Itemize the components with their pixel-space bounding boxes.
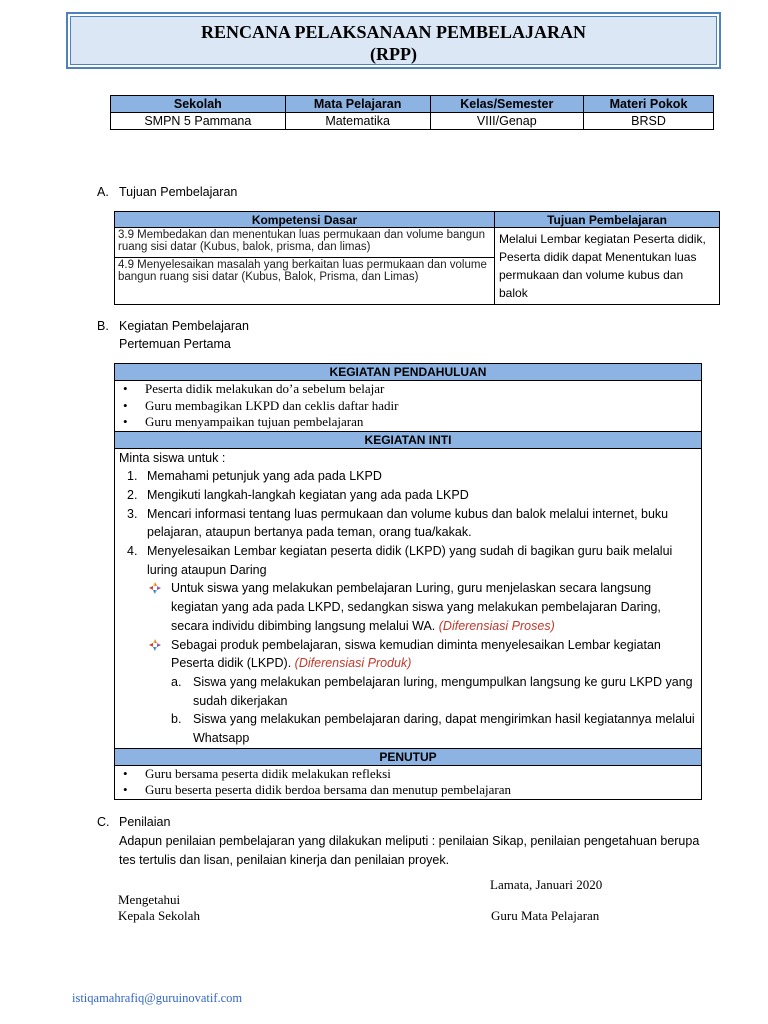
info-header-row xyxy=(111,96,714,113)
list-item: • Guru bersama peserta didik melakukan refleksi xyxy=(119,766,701,783)
document-subtitle: (RPP) xyxy=(370,44,417,64)
info-header-cell: Materi Pokok xyxy=(584,96,714,113)
item-text: Mencari informasi tentang luas permukaan dan volume kubus dan balok melalui internet, buku pelajaran, ataupun bertanya pada teman, orang tua/kakak. xyxy=(147,506,669,540)
differentiation-tag: (Diferensiasi Proses) xyxy=(438,618,555,633)
info-header-cell: Mata Pelajaran xyxy=(285,96,430,113)
list-item: • Guru membagikan LKPD dan ceklis daftar hadir xyxy=(119,398,701,415)
place-date: Lamata, Januari 2020 xyxy=(490,877,603,892)
meeting-label: Pertemuan Pertama xyxy=(119,337,231,351)
inti-header: KEGIATAN INTI xyxy=(115,431,702,448)
inti-intro: Minta siswa untuk : xyxy=(119,450,226,465)
list-item xyxy=(119,486,697,505)
section-title: Penilaian xyxy=(119,815,171,829)
sub-item-text: Sebagai produk pembelajaran, siswa kemudian diminta menyelesaikan Lembar kegiatan Peserta didik (LKPD). xyxy=(171,637,661,671)
penutup-header: PENUTUP xyxy=(115,748,702,765)
info-table xyxy=(110,95,714,130)
competency-table xyxy=(114,211,720,305)
tujuan-cell: Melalui Lembar kegiatan Peserta didik, Peserta didik dapat Menentukan luas permukaan dan volume kubus dan balok xyxy=(495,228,720,305)
kd-cell-2: 4.9 Menyelesaikan masalah yang berkaitan luas permukaan dan volume bangun ruang sisi datar (Kubus, Balok, Prisma, dan Limas) xyxy=(115,257,495,304)
list-item xyxy=(119,467,697,486)
tp-header: Tujuan Pembelajaran xyxy=(495,212,720,228)
section-title: Tujuan Pembelajaran xyxy=(119,185,238,199)
pendahuluan-header: KEGIATAN PENDAHULUAN xyxy=(115,364,702,381)
competency-header-row xyxy=(115,212,720,228)
item-number: 1. xyxy=(127,469,138,484)
section-label: B. xyxy=(97,319,109,333)
section-c-heading xyxy=(97,815,170,829)
list-item: • Guru beserta peserta didik berdoa bersama dan menutup pembelajaran xyxy=(119,782,701,799)
item-number: 3. xyxy=(127,506,138,521)
activities-table xyxy=(114,363,702,800)
list-item xyxy=(119,542,697,579)
kd-header: Kompetensi Dasar xyxy=(115,212,495,228)
sub-item xyxy=(119,636,697,673)
item-number: 4. xyxy=(127,544,138,559)
principal-label: Kepala Sekolah xyxy=(118,908,200,923)
item-text: Siswa yang melakukan pembelajaran luring, mengumpulkan langsung ke guru LKPD yang sudah dikerjakan xyxy=(193,674,693,708)
pendahuluan-list xyxy=(115,381,701,431)
item-letter: b. xyxy=(171,712,182,727)
section-label: C. xyxy=(97,815,110,829)
sub-item-text: Untuk siswa yang melakukan pembelajaran Luring, guru menjelaskan secara langsung kegiatan yang ada pada LKPD, sedangkan siswa yang melakukan pembelajaran Daring, secara individu dibimbing langsung melalui WA. xyxy=(171,581,661,633)
sub-item xyxy=(119,579,697,635)
pendahuluan-cell xyxy=(115,381,702,432)
section-b-heading xyxy=(97,319,249,333)
item-text: Siswa yang melakukan pembelajaran daring, dapat mengirimkan hasil kegiatannya melalui Whatsapp xyxy=(193,712,695,746)
acknowledged-label: Mengetahui xyxy=(118,892,181,907)
list-item: • Peserta didik melakukan do’a sebelum belajar xyxy=(119,381,701,398)
teacher-label: Guru Mata Pelajaran xyxy=(491,908,600,923)
info-value-cell: Matematika xyxy=(285,113,430,130)
item-letter: a. xyxy=(171,674,182,689)
penutup-list xyxy=(115,766,701,799)
arrow-bullet-icon xyxy=(149,582,161,594)
penutup-cell xyxy=(115,765,702,799)
item-text: Memahami petunjuk yang ada pada LKPD xyxy=(147,469,382,484)
assessment-text: Adapun penilaian pembelajaran yang dilakukan meliputi : penilaian Sikap, penilaian pengetahuan berupa tes tertulis dan lisan, penilaian kinerja dan penilaian proyek. xyxy=(119,834,700,867)
differentiation-tag: (Diferensiasi Produk) xyxy=(294,656,412,671)
info-value-cell: VIII/Genap xyxy=(430,113,583,130)
footer-email[interactable]: istiqamahrafiq@guruinovatif.com xyxy=(72,991,243,1005)
info-header-cell: Kelas/Semester xyxy=(430,96,583,113)
document-title-box xyxy=(66,12,721,69)
info-value-cell: BRSD xyxy=(584,113,714,130)
section-label: A. xyxy=(97,185,109,199)
kd-cell-1: 3.9 Membedakan dan menentukan luas permukaan dan volume bangun ruang sisi datar (Kubus, balok, prisma, dan limas) xyxy=(115,228,495,258)
list-item xyxy=(119,505,697,542)
info-value-cell: SMPN 5 Pammana xyxy=(111,113,286,130)
list-item xyxy=(119,673,697,710)
list-item xyxy=(119,710,697,747)
info-header-cell: Sekolah xyxy=(111,96,286,113)
section-a-heading xyxy=(97,185,237,199)
item-text: Mengikuti langkah-langkah kegiatan yang ada pada LKPD xyxy=(147,487,469,502)
competency-row xyxy=(115,228,720,258)
document-title: RENCANA PELAKSANAAN PEMBELAJARAN xyxy=(200,22,587,42)
item-text: Menyelesaikan Lembar kegiatan peserta didik (LKPD) yang sudah di bagikan guru baik melalui luring ataupun Daring xyxy=(147,544,673,577)
section-title: Kegiatan Pembelajaran xyxy=(119,319,249,333)
inti-cell xyxy=(115,448,702,748)
info-value-row xyxy=(111,113,714,130)
item-number: 2. xyxy=(127,487,138,502)
list-item: • Guru menyampaikan tujuan pembelajaran xyxy=(119,414,701,431)
arrow-bullet-icon xyxy=(149,639,161,651)
